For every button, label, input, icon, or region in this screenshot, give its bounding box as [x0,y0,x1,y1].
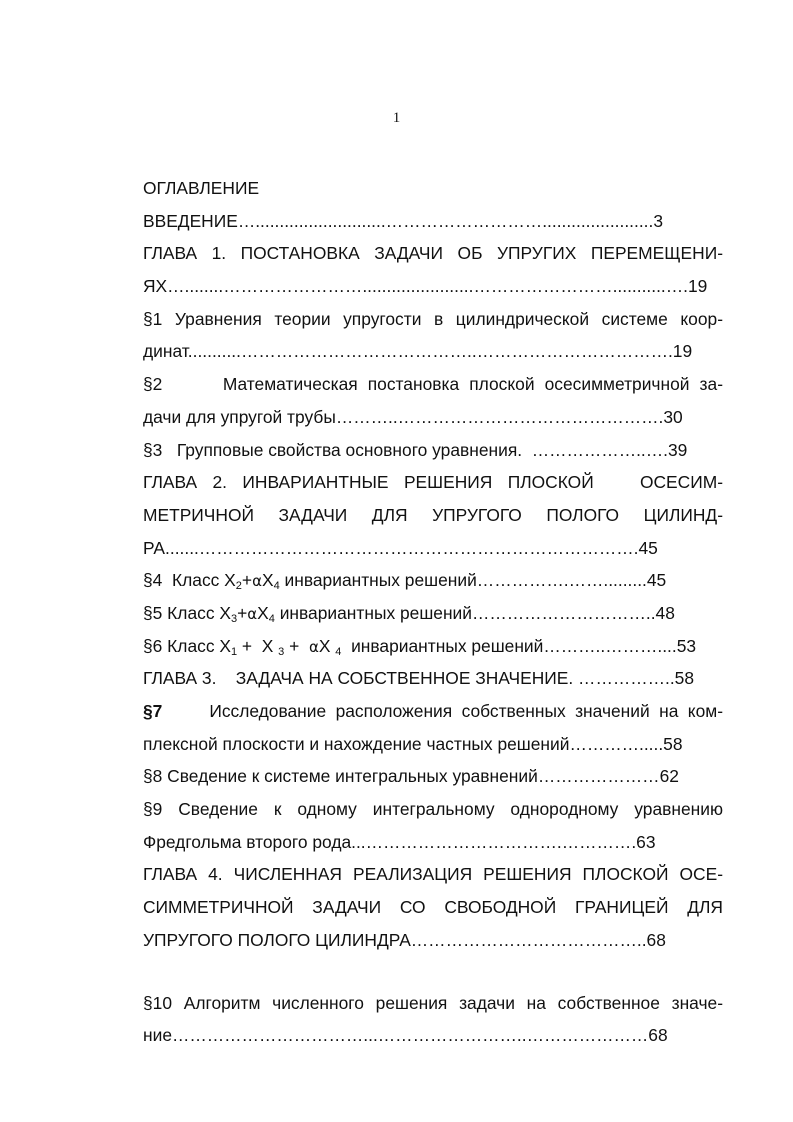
section-6-mid-1: + X [237,635,279,656]
toc-entry-chapter-2-cont: МЕТРИЧНОЙ ЗАДАЧИ ДЛЯ УПРУГОГО ПОЛОГО ЦИЛИНД- [143,504,723,525]
toc-entry-section-9-cont: Фредгольма второго рода...…………………………….………….63 [143,831,656,852]
toc-entry-chapter-3: ГЛАВА 3. ЗАДАЧА НА СОБСТВЕННОЕ ЗНАЧЕНИЕ. ……………..58 [143,668,695,689]
section-6-x: X [318,635,336,656]
section-6-prefix: §6 Класс X [143,635,231,656]
section-6-sub-3: 4 [335,645,342,658]
page-number: 1 [392,110,401,126]
toc-entry-section-3: §3 Групповые свойства основного уравнения. ………………..….39 [143,439,688,460]
toc-entry-section-4 [143,564,723,597]
section-4-x: X [261,570,274,591]
section-4-alpha: α [252,572,262,591]
toc-entry-intro: ВВЕДЕНИЕ…...........................……………………….......................3 [143,210,663,231]
toc-entry-section-10-cont: ние……………………………...……………………..…………………68 [143,1025,668,1046]
toc-entry-chapter-1-cont: ЯХ…........…………………….......................……………………...........….19 [143,276,708,297]
toc-entry-section-5 [143,597,723,630]
toc-entry-section-7 [143,695,723,728]
toc-entry-section-2-cont: дачи для упругой трубы………..……………………………………….30 [143,406,683,427]
section-5-x: X [257,602,269,623]
toc-entry-section-2: §2 Математическая постановка плоской осесимметричной за- [143,374,723,395]
toc-entry-section-10: §10 Алгоритм численного решения задачи на собственное значе- [143,992,723,1013]
section-5-sub-2: 4 [268,612,275,625]
section-4-sub-2: 4 [273,580,280,593]
section-6-mid-2: + [284,635,309,656]
section-7-symbol: §7 [143,701,163,721]
section-5-sub-1: 3 [230,612,238,625]
section-5-plus: + [237,602,248,623]
blank-gap [143,957,723,987]
toc-entry-section-8: §8 Сведение к системе интегральных уравнений…………………62 [143,766,679,787]
toc-entry-section-1-cont: динат...........…………………………………..…………………………….19 [143,341,693,362]
section-6-suffix: инвариантных решений………..………....53 [341,635,697,656]
toc-title: ОГЛАВЛЕНИЕ [143,178,260,198]
section-7-title: Исследование расположения собственных значений на ком- [162,701,723,721]
section-5-prefix: §5 Класс X [143,602,231,623]
section-6-alpha: α [308,637,319,656]
toc-entry-section-9: §9 Сведение к одному интегральному однородному уравнению [143,799,723,820]
toc-entry-section-7-cont: плексной плоскости и нахождение частных решений………….....58 [143,733,683,754]
section-5-alpha: α [247,604,258,623]
section-4-sub-1: 2 [235,580,242,593]
section-4-plus: + [241,570,253,591]
toc-entry-chapter-2-end: РА.......………………………………………………………………….45 [143,537,658,558]
toc-entry-chapter-4-cont: СИММЕТРИЧНОЙ ЗАДАЧИ СО СВОБОДНОЙ ГРАНИЦЕЙ ДЛЯ [143,897,723,918]
table-of-contents [143,172,723,1052]
toc-entry-chapter-4-end: УПРУГОГО ПОЛОГО ЦИЛИНДРА…………………………………..68 [143,929,666,950]
toc-entry-section-1: §1 Уравнения теории упругости в цилиндрической системе коор- [143,308,723,329]
toc-entry-section-6 [143,630,723,663]
toc-entry-chapter-4: ГЛАВА 4. ЧИСЛЕННАЯ РЕАЛИЗАЦИЯ РЕШЕНИЯ ПЛОСКОЙ ОСЕ- [143,864,723,885]
section-5-suffix: инвариантных решений…………………………..48 [274,602,675,623]
toc-entry-chapter-1: ГЛАВА 1. ПОСТАНОВКА ЗАДАЧИ ОБ УПРУГИХ ПЕРЕМЕЩЕНИ- [143,243,723,264]
section-4-suffix: инвариантных решений…………….…….........45 [279,570,667,591]
toc-entry-chapter-2: ГЛАВА 2. ИНВАРИАНТНЫЕ РЕШЕНИЯ ПЛОСКОЙ ОСЕСИМ- [143,472,723,493]
section-6-sub-2: 3 [278,645,285,658]
section-6-sub-1: 1 [230,645,238,658]
section-4-prefix: §4 Класс X [143,570,236,591]
